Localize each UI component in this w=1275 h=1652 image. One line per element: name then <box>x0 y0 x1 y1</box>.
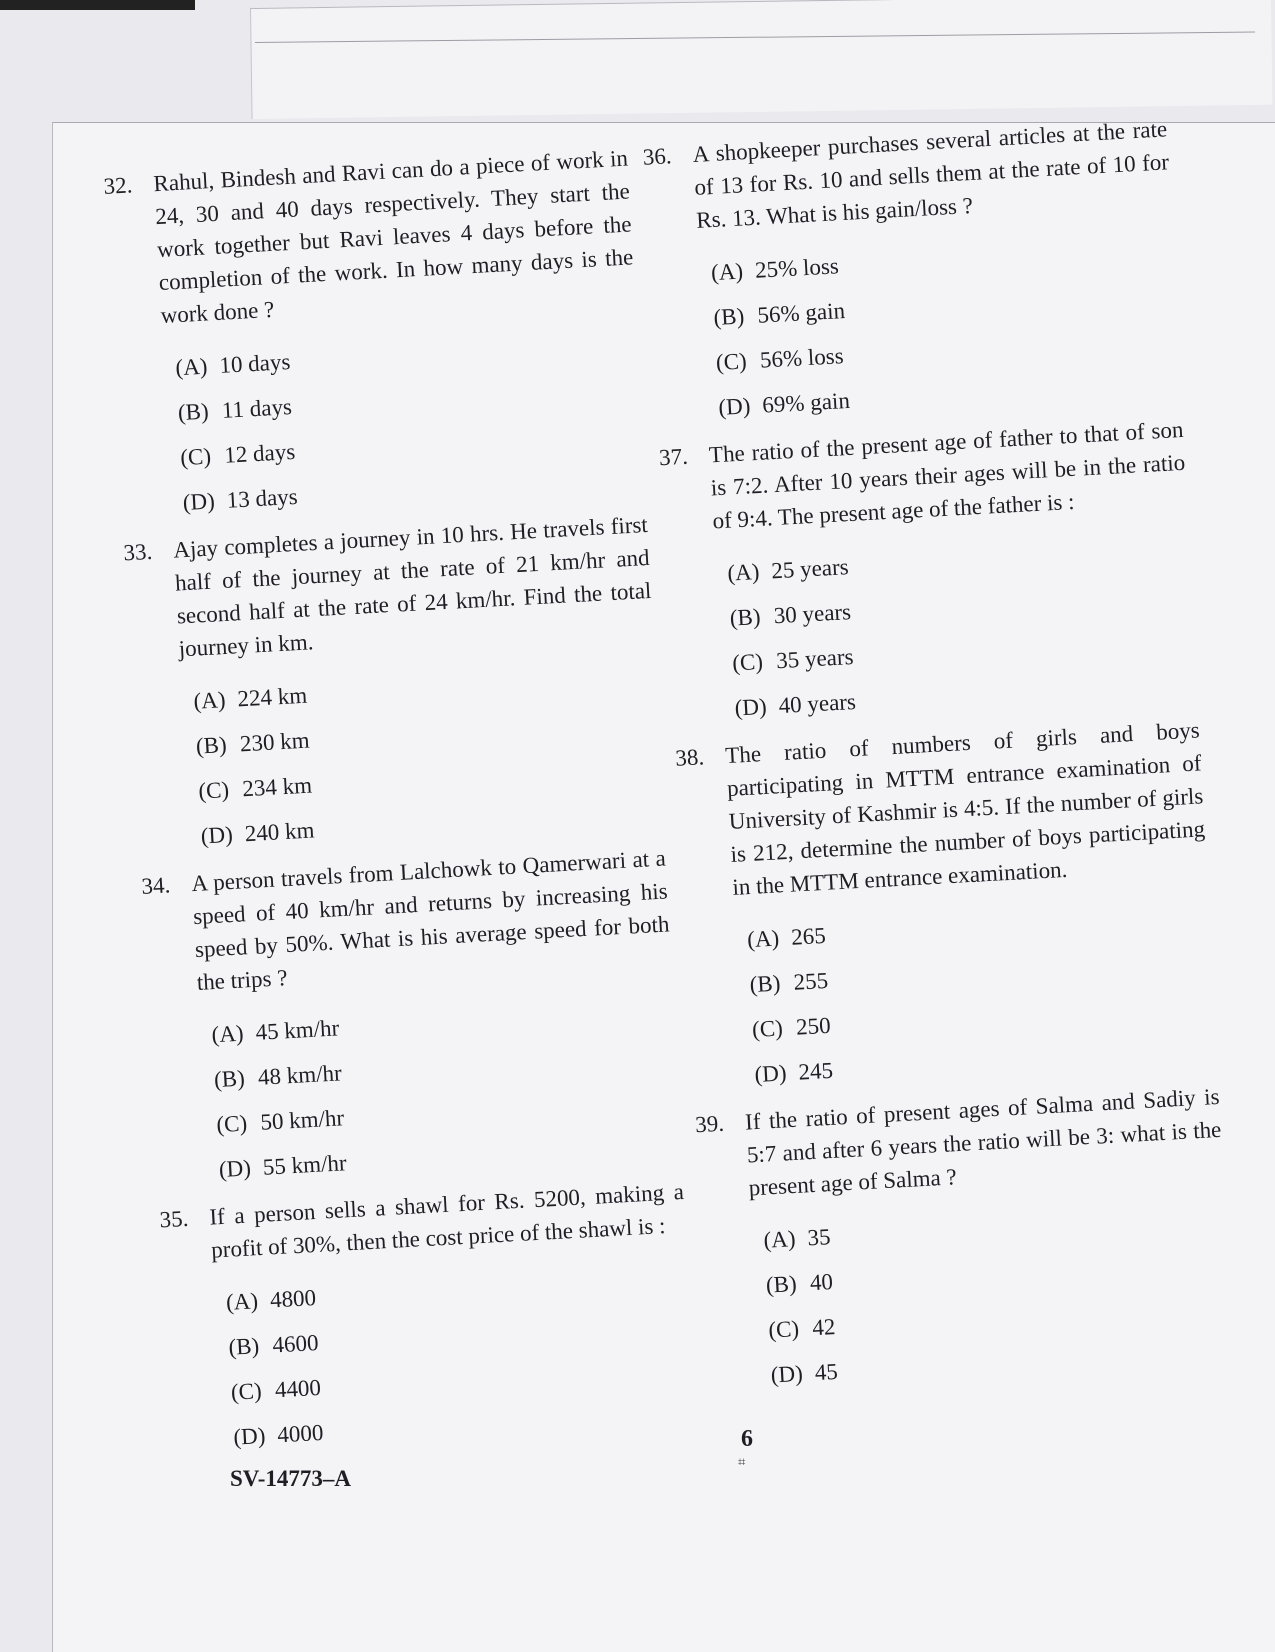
option-text: 4000 <box>276 1419 324 1448</box>
option-text: 234 km <box>241 772 313 802</box>
option-letter: (D) <box>770 1360 804 1388</box>
page-content <box>100 56 1275 1588</box>
option-text: 11 days <box>221 394 293 423</box>
option-text: 50 km/hr <box>259 1105 345 1135</box>
option-text: 230 km <box>239 727 311 757</box>
option-letter: (D) <box>232 1423 266 1450</box>
question-33 <box>123 508 665 862</box>
option-letter: (B) <box>195 732 228 759</box>
option-list <box>130 654 664 862</box>
question-text: The ratio of numbers of girls and boys participating in MTTM entrance examination of University of Kashmir is 4:5. If the number of girls is 212, determine the number of boys participating in the MTTM entrance examination. <box>724 717 1206 900</box>
option-text: 56% gain <box>756 298 846 328</box>
option-letter: (D) <box>717 393 752 420</box>
question-34 <box>141 842 683 1196</box>
option-text: 42 <box>811 1314 836 1341</box>
option-text: 55 km/hr <box>262 1150 348 1180</box>
left-column <box>103 142 698 1471</box>
option-list <box>648 225 1182 433</box>
option-list <box>684 892 1218 1100</box>
question-text: Rahul, Bindesh and Ravi can do a piece of work in 24, 30 and 40 days respectively. They start the work together but Ravi leaves 4 days before the completion of the work. In how many days is the work done ? <box>152 145 634 328</box>
option-letter: (C) <box>230 1378 263 1405</box>
option-text: 4800 <box>269 1285 317 1313</box>
question-text: If a person sells a shawl for Rs. 5200, making a profit of 30%, then the cost price of the shawl is : <box>208 1179 685 1263</box>
option-letter: (C) <box>767 1315 800 1343</box>
option-letter: (C) <box>215 1110 248 1138</box>
option-list <box>664 526 1198 734</box>
option-text: 30 years <box>773 599 852 629</box>
option-letter: (A) <box>762 1226 797 1253</box>
option-letter: (A) <box>225 1288 259 1315</box>
option-letter: (A) <box>746 925 780 953</box>
question-number: 37. <box>658 443 689 471</box>
question-38 <box>674 713 1218 1100</box>
option-text: 35 <box>806 1224 832 1251</box>
option-text: 245 <box>797 1057 834 1085</box>
option-text: 13 days <box>226 483 299 513</box>
option-letter: (B) <box>749 970 782 998</box>
option-letter: (C) <box>751 1015 784 1043</box>
option-text: 48 km/hr <box>257 1060 343 1090</box>
question-text: A person travels from Lalchowk to Qamerwari at a speed of 40 km/hr and returns by increasing his speed by 50%. What is his average speed for both the trips ? <box>190 845 670 996</box>
option-letter: (B) <box>729 604 762 631</box>
question-number: 36. <box>642 143 673 170</box>
question-text: A shopkeeper purchases several articles at the rate of 13 for Rs. 10 and sells them at the rate of 10 for Rs. 13. What is his gain/loss ? <box>692 116 1170 233</box>
option-text: 255 <box>792 967 829 995</box>
option-letter: (A) <box>710 258 744 286</box>
question-text: The ratio of the present age of father to that of son is 7:2. After 10 years their ages will be in the ratio of 9:4. The present age of the father is : <box>708 416 1186 534</box>
option-text: 240 km <box>244 817 316 847</box>
option-text: 35 years <box>775 644 855 674</box>
option-letter: (C) <box>715 348 748 376</box>
option-text: 45 <box>814 1358 839 1386</box>
question-number: 34. <box>140 872 171 899</box>
option-letter: (D) <box>200 821 234 849</box>
question-35 <box>159 1175 697 1463</box>
option-text: 25 years <box>770 554 850 584</box>
option-letter: (A) <box>174 353 209 381</box>
question-37 <box>658 413 1198 734</box>
option-list <box>163 1255 697 1463</box>
option-list <box>112 320 646 528</box>
option-letter: (B) <box>712 303 745 331</box>
option-letter: (A) <box>210 1020 245 1048</box>
option-letter: (B) <box>227 1333 260 1360</box>
option-letter: (D) <box>182 488 216 516</box>
question-number: 33. <box>122 538 153 566</box>
option-text: 250 <box>795 1012 832 1040</box>
option-text: 224 km <box>236 682 308 712</box>
option-letter: (D) <box>734 693 768 721</box>
option-list <box>700 1193 1234 1401</box>
page-mark: ⌗ <box>738 1455 746 1470</box>
option-text: 4600 <box>271 1329 320 1358</box>
option-letter: (C) <box>197 777 230 804</box>
option-letter: (A) <box>726 559 760 586</box>
question-number: 39. <box>694 1110 725 1138</box>
scan-edge-shadow <box>0 0 195 10</box>
option-letter: (D) <box>753 1060 788 1087</box>
question-32 <box>103 142 647 529</box>
right-column <box>642 112 1235 1409</box>
option-letter: (C) <box>731 648 764 676</box>
page-number: 6 <box>741 1426 753 1452</box>
option-text: 25% loss <box>754 253 840 283</box>
question-number: 35. <box>158 1205 189 1233</box>
question-text: Ajay completes a journey in 10 hrs. He travels first half of the journey at the rate of 21 km/hr and second half at the rate of 24 km/hr. Find the total journey in km. <box>172 511 652 662</box>
question-number: 32. <box>102 172 133 199</box>
option-letter: (C) <box>179 443 212 471</box>
option-text: 40 <box>809 1269 834 1296</box>
option-letter: (B) <box>765 1271 798 1298</box>
question-text: If the ratio of present ages of Salma and Sadiy is 5:7 and after 6 years the ratio will be 3: what is the present age of Salma ? <box>744 1083 1222 1201</box>
question-39 <box>694 1080 1234 1401</box>
option-text: 40 years <box>777 688 857 719</box>
option-text: 12 days <box>223 438 296 468</box>
option-letter: (B) <box>213 1065 246 1093</box>
question-36 <box>642 112 1182 433</box>
option-letter: (B) <box>177 398 210 426</box>
option-text: 4400 <box>274 1374 322 1403</box>
option-letter: (A) <box>192 687 227 714</box>
option-text: 10 days <box>218 349 291 378</box>
option-text: 56% loss <box>759 343 845 373</box>
paper-code: SV-14773–A <box>230 1466 351 1491</box>
option-list <box>149 987 683 1195</box>
question-number: 38. <box>674 744 705 771</box>
option-text: 265 <box>790 922 827 950</box>
option-text: 69% gain <box>761 387 851 418</box>
option-text: 45 km/hr <box>254 1015 340 1045</box>
option-letter: (D) <box>218 1155 252 1183</box>
